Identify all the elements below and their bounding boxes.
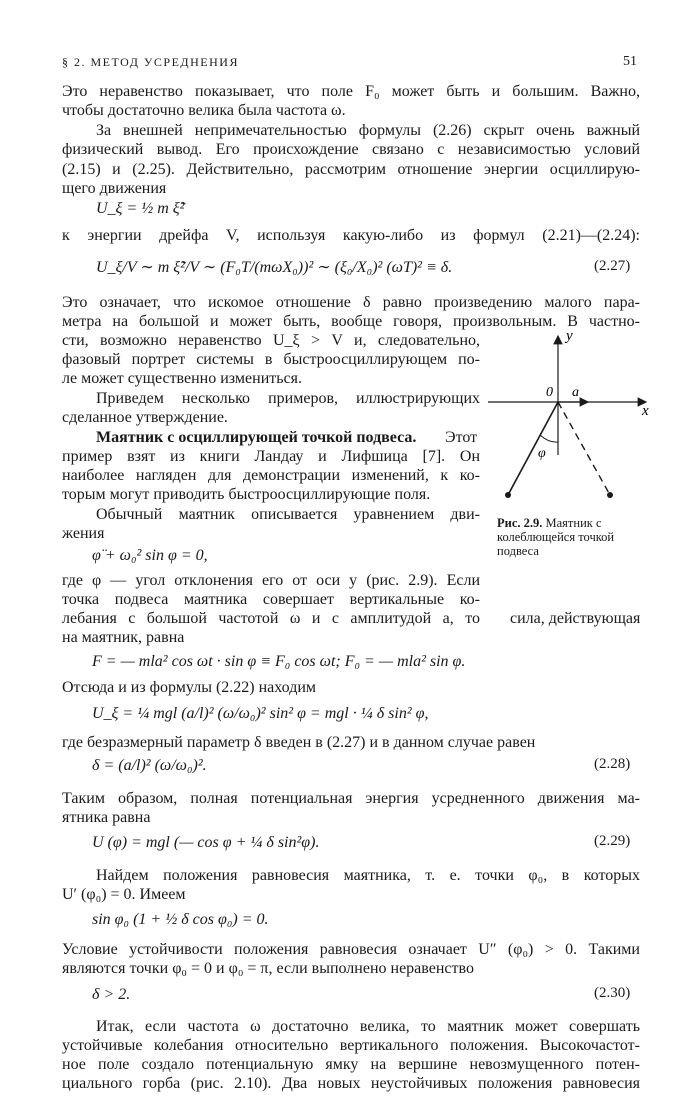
formula: δ = (a/l)² (ω/ω₀)². [92,757,207,774]
paragraph-heading: Маятник с осциллирующей точкой подвеса. [96,429,417,446]
formula: δ > 2. [92,986,131,1003]
text-line: пример взят из книги Ландау и Лифшица [7]. Он [62,448,480,465]
pendulum-bob-displaced [607,492,613,498]
formula: sin φ₀ (1 + ½ δ cos φ₀) = 0. [92,911,269,928]
text-line: на маятник, равна [62,629,185,646]
running-header: § 2. МЕТОД УСРЕДНЕНИЯ [62,55,239,69]
text-line: сделанное утверждение. [62,409,228,426]
text-line: физический вывод. Его происхождение связано с независимостью условий [62,141,640,158]
text-line: лебания с большой частотой ω и с амплитудой a, то [62,610,480,627]
text-line: точка подвеса маятника совершает вертикальные ко- [62,591,480,608]
formula: φ̈ + ω₀² sin φ = 0, [92,547,208,564]
text-line: жения [62,525,105,542]
text-line: За внешней непримечательностью формулы (2.26) скрыт очень важный [96,122,640,139]
text-line: к энергии дрейфа V, используя какую-либо из формул (2.21)—(2.24): [62,227,640,244]
formula: U_ξ/V ∼ m ξ̃²/V ∼ (F₀T/(mωX₀))² ∼ (ξ₀/X₀)² (ωT)² ≡ δ. [96,259,453,276]
text-line: щего движения [62,180,167,197]
text-line: Итак, если частота ω достаточно велика, то маятник может совершать [96,1018,640,1035]
text-line: фазовый портрет системы в быстроосциллирующем по- [62,351,480,368]
text-line: U′ (φ₀) = 0. Имеем [62,886,186,903]
text-line: торым могут приводить быстроосциллирующие поля. [62,486,431,503]
formula: U (φ) = mgl (— cos φ + ¼ δ sin²φ). [92,834,320,851]
pendulum-bob [505,492,511,498]
page-number: 51 [623,54,637,69]
x-axis-label: x [642,403,649,419]
formula: U_ξ = ¼ mgl (a/l)² (ω/ω₀)² sin² φ = mgl · ¼ δ sin² φ, [92,705,429,722]
figure-caption-text: Маятник с колеблющейся точкой подвеса [497,516,615,558]
text-line: Этот [445,429,478,446]
text-line: являются точки φ₀ = 0 и φ₀ = π, если выполнено неравенство [62,960,474,977]
amplitude-label: a [572,385,579,400]
angle-label: φ [538,446,546,461]
equation-number: (2.29) [594,833,631,849]
text-line: метра на большой и может быть, вообще говоря, произвольным. В частно- [62,313,640,330]
equation-number: (2.27) [594,258,631,274]
y-axis-label: y [566,330,573,344]
text-line: Это неравенство показывает, что поле F₀ может быть и большим. Важно, [62,83,640,100]
text-line: Приведем несколько примеров, иллюстрирующих [96,390,480,407]
pendulum-figure [488,330,658,510]
equation-number: (2.28) [594,756,631,772]
pendulum-rod-displaced [558,402,610,495]
equation-number: (2.30) [594,985,631,1001]
text-line: ное поле создало потенциальную ямку на вершине невозмущенного потен- [62,1056,640,1073]
text-line: Отсюда и из формулы (2.22) находим [62,679,317,696]
text-line: сти, возможно неравенство U_ξ > V и, следовательно, [62,332,480,349]
text-line: наиболее нагляден для демонстрации изменений, к ко- [62,467,480,484]
figure-caption [497,516,647,558]
figure-caption-label: Рис. 2.9. [497,516,543,530]
text-line: ле может существенно измениться. [62,370,302,387]
text-line: устойчивые колебания относительно вертикального положения. Высокочастот- [62,1037,640,1054]
text-line: Это означает, что искомое отношение δ равно произведению малого пара- [62,294,640,311]
angle-arc [540,435,558,442]
text-line: (2.15) и (2.25). Действительно, рассмотрим отношение энергии осциллирую- [62,161,640,178]
text-line: Таким образом, полная потенциальная энергия усредненного движения ма- [62,790,640,807]
text-line: Условие устойчивости положения равновесия означает U″ (φ₀) > 0. Такими [62,941,640,958]
text-line: циального горба (рис. 2.10). Два новых неустойчивых положения равновесия [62,1075,640,1092]
text-line: Найдем положения равновесия маятника, т. е. точки φ₀, в которых [96,867,640,884]
formula: F = — mla² cos ωt · sin φ ≡ F₀ cos ωt; F₀ = — mla² sin φ. [92,653,466,670]
text-line: сила, действующая [510,610,641,627]
text-line: чтобы достаточно велика была частота ω. [62,102,346,119]
origin-label: 0 [546,385,553,400]
pendulum-rod [508,402,558,495]
text-line: где безразмерный параметр δ введен в (2.27) и в данном случае равен [62,734,536,751]
text-line: где φ — угол отклонения его от оси y (рис. 2.9). Если [62,572,481,589]
text-line: Обычный маятник описывается уравнением дви- [96,506,480,523]
text-line: ятника равна [62,809,151,826]
formula: U_ξ = ½ m ξ̃² [96,200,185,217]
